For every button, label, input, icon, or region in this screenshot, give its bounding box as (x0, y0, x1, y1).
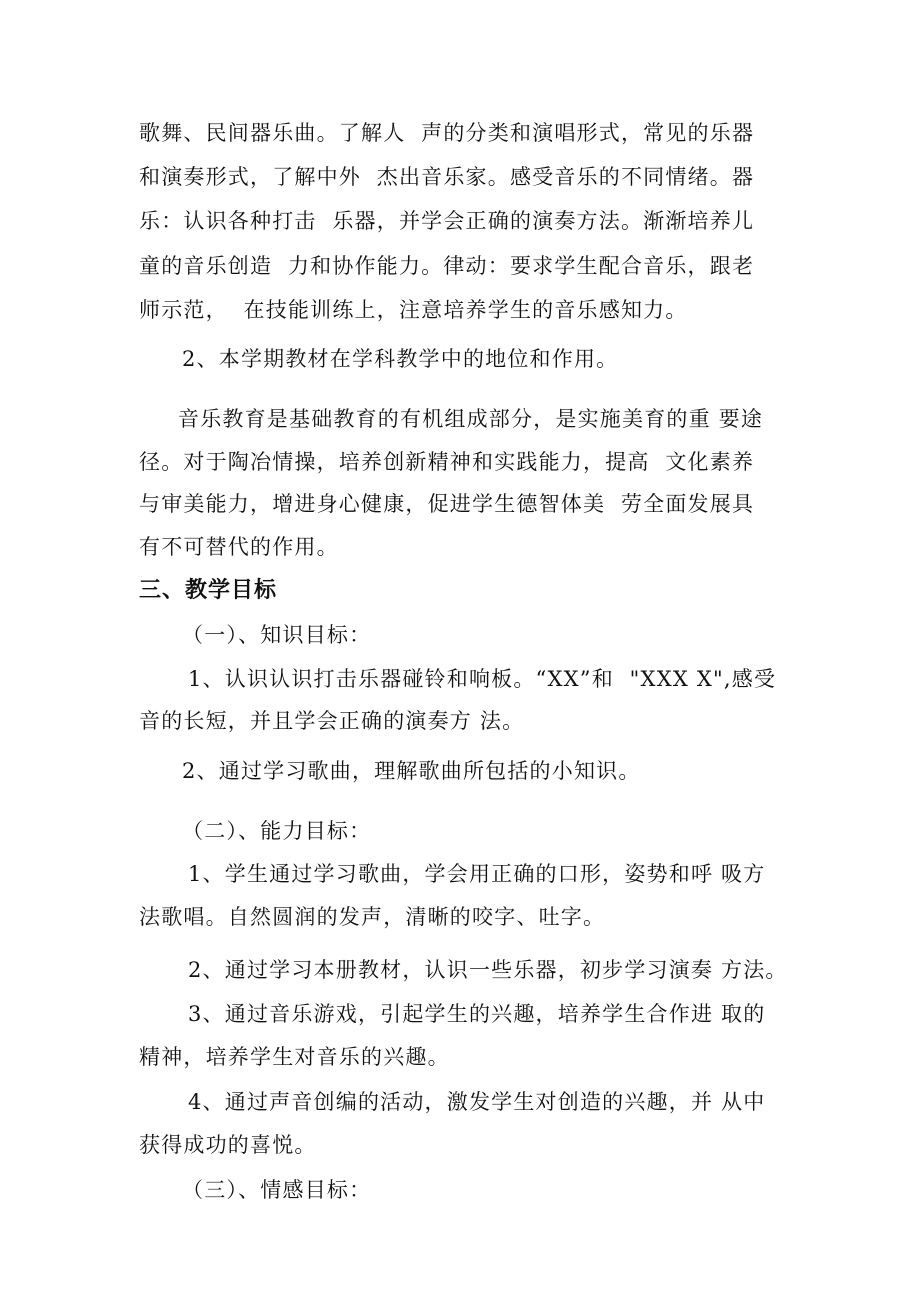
item-heading: 2、本学期教材在学科教学中的地位和作用。 (182, 347, 619, 371)
list-item-continuation: 获得成功的喜悦。 (139, 1133, 317, 1157)
paragraph-line: 师示范， 在技能训练上，注意培养学生的音乐感知力。 (139, 298, 688, 322)
paragraph-line: 和演奏形式，了解中外 杰出音乐家。感受音乐的不同情绪。器 (139, 165, 755, 189)
list-item: 3、通过音乐游戏，引起学生的兴趣，培养学生合作进 取的 (188, 1002, 766, 1026)
list-item-continuation: 音的长短，并且学会正确的演奏方 法。 (139, 709, 525, 733)
subsection-title: （一）、知识目标： (182, 623, 372, 647)
paragraph-line: 童的音乐创造 力和协作能力。律动：要求学生配合音乐，跟老 (139, 254, 755, 278)
paragraph-line: 有不可替代的作用。 (139, 535, 339, 559)
paragraph-line: 音乐教育是基础教育的有机组成部分，是实施美育的重 要途 (178, 407, 764, 431)
section-heading: 三、教学目标 (139, 578, 278, 603)
list-item-continuation: 法歌唱。自然圆润的发声，清晰的咬字、吐字。 (139, 905, 606, 929)
paragraph-line: 径。对于陶冶情操，培养创新精神和实践能力，提高 文化素养 (139, 450, 755, 474)
list-item: 2、通过学习本册教材，认识一些乐器，初步学习演奏 方法。 (188, 958, 788, 982)
list-item: 1、学生通过学习歌曲，学会用正确的口形，姿势和呼 吸方 (188, 862, 766, 886)
subsection-title: （二）、能力目标： (182, 819, 372, 843)
list-item: 4、通过声音创编的活动，激发学生对创造的兴趣，并 从中 (188, 1090, 766, 1114)
list-item-continuation: 精神，培养学生对音乐的兴趣。 (139, 1045, 450, 1069)
paragraph-line: 歌舞、民间器乐曲。了解人 声的分类和演唱形式，常见的乐器 (139, 121, 755, 145)
paragraph-line: 乐：认识各种打击 乐器，并学会正确的演奏方法。渐渐培养儿 (139, 209, 755, 233)
subsection-title: （三）、情感目标： (182, 1178, 372, 1202)
list-item: 1、认识认识打击乐器碰铃和响板。“XX”和 "XXX X",感受 (188, 667, 777, 691)
list-item: 2、通过学习歌曲，理解歌曲所包括的小知识。 (182, 759, 641, 783)
paragraph-line: 与审美能力，增进身心健康，促进学生德智体美 劳全面发展具 (139, 492, 755, 516)
